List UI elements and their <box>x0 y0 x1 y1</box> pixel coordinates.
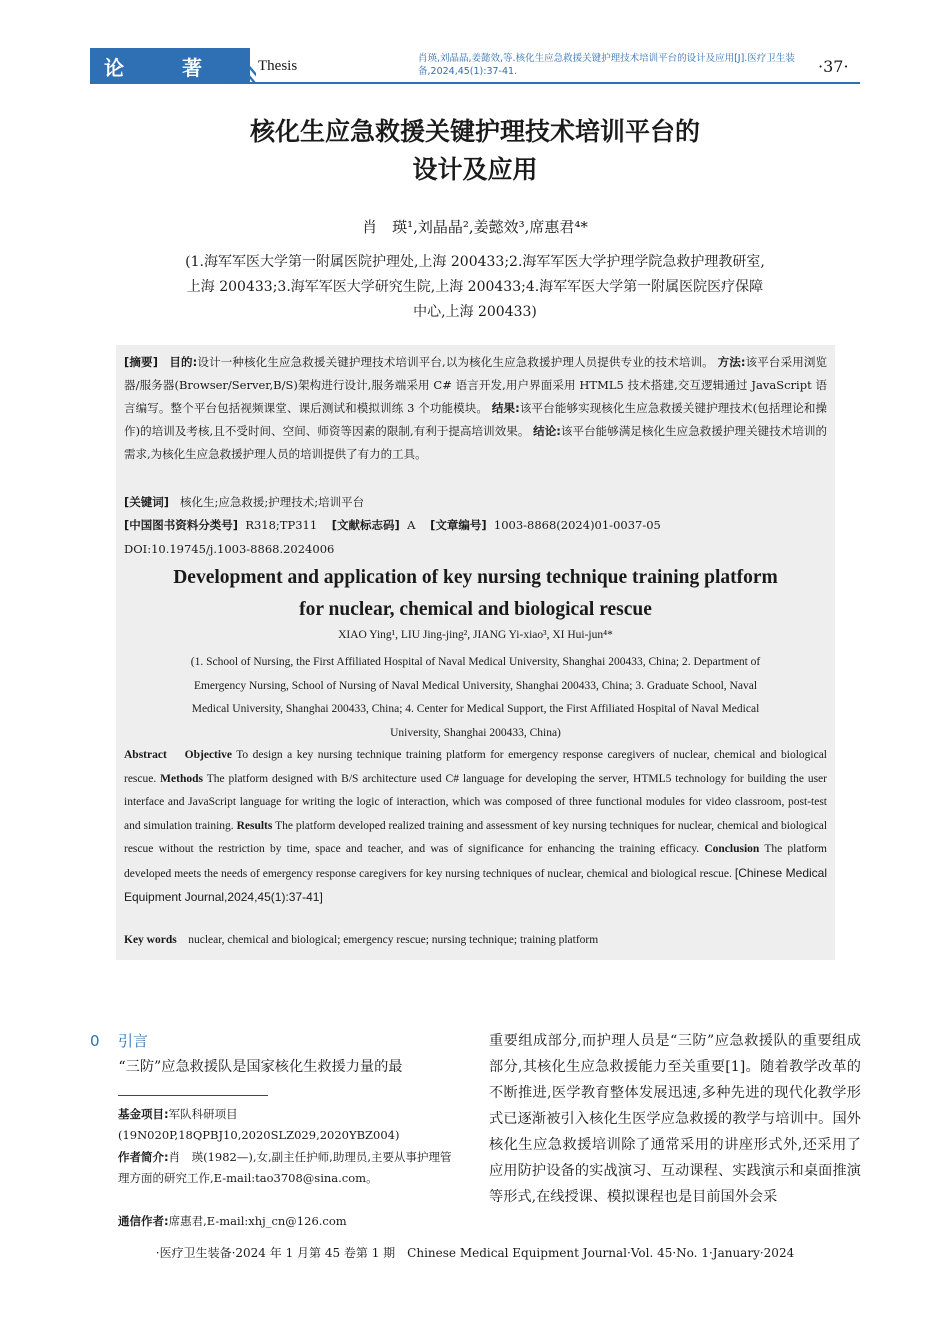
author-label: 作者简介: <box>118 1150 169 1164</box>
en-authors: XIAO Ying¹, LIU Jing-jing², JIANG Yi-xiao³, XI Hui-jun⁴* <box>338 629 613 641</box>
cn-methods: 该平台采用浏览器/服务器(Browser/Server,B/S)架构进行设计,服务端采用 C# 语言开发,用户界面采用 HTML5 技术搭建,交互逻辑通过 JavaScript 语言编写。整个平台包括视频课堂、课后测试和模拟训练 3 个功能模块。 <box>124 355 828 415</box>
en-title-line-2: for nuclear, chemical and biological rescue <box>299 599 652 620</box>
clc-label: [中国图书资料分类号] <box>124 518 239 532</box>
footnote-rule <box>118 1095 268 1096</box>
cn-conclusion: 该平台能够满足核化生应急救援护理关键技术培训的需求,为核化生应急救援护理人员的培训提供了有力的工具。 <box>124 424 828 461</box>
title-line-1: 核化生应急救援关键护理技术培训平台的 <box>249 117 700 146</box>
section-title: 引言 <box>118 1032 149 1050</box>
cn-abstract <box>124 351 827 466</box>
doc-label: [文献标志码] <box>331 518 400 532</box>
title-line-2: 设计及应用 <box>412 155 538 184</box>
article-value: 1003-8868(2024)01-0037-05 <box>493 518 661 532</box>
cn-methods-label: 方法: <box>717 355 746 369</box>
en-methods-label: Methods <box>160 772 203 785</box>
doi: DOI:10.19745/j.1003-8868.2024006 <box>124 542 335 556</box>
en-title-line-1: Development and application of key nursing technique training platform <box>173 567 778 588</box>
corr-text: 席惠君,E-mail:xhj_cn@126.com <box>168 1214 347 1228</box>
citation: 肖瑛,刘晶晶,姜懿效,等.核化生应急救援关键护理技术培训平台的设计及应用[J].医疗卫生装备,2024,45(1):37-41. <box>418 53 795 77</box>
affil-line-3: 中心,上海 200433) <box>413 304 537 320</box>
corr-label: 通信作者: <box>118 1214 169 1228</box>
en-methods: The platform designed with B/S architecture used C# language for developing the server, HTML5 technology for building the user interface and JavaScript language for writing the logic of interaction, which was composed of three functional modules for video classroom, post-test and simulation training. <box>124 772 827 832</box>
cn-keywords-text: 核化生;应急救援;护理技术;培训平台 <box>179 495 365 509</box>
en-affil-line-2: Emergency Nursing, School of Nursing of Naval Medical University, Shanghai 200433, China; 3. Graduate School, Naval <box>193 679 758 692</box>
cn-classification <box>124 515 661 535</box>
cn-keywords <box>124 492 364 512</box>
author-text: 肖 瑛(1982—),女,副主任护师,助理员,主要从事护理管理方面的研究工作,E-mail:tao3708@sina.com。 <box>118 1150 452 1185</box>
footnote-fund <box>118 1104 462 1146</box>
affil-line-1: (1.海军军医大学第一附属医院护理处,上海 200433;2.海军军医大学护理学院急救护理教研室, <box>185 254 765 270</box>
en-abstract-label: Abstract <box>124 749 167 761</box>
authors: 肖 瑛¹,刘晶晶²,姜懿效³,席惠君⁴* <box>362 218 588 236</box>
affil-line-2: 上海 200433;3.海军军医大学研究生院,上海 200433;4.海军军医大学第一附属医院医疗保障 <box>186 279 764 295</box>
en-results: The platform developed realized training and assessment of key nursing techniques for nuclear, chemical and biological rescue without the restriction by time, space and teacher, and was of significance for enhancing the training efficacy. <box>124 819 828 855</box>
en-affiliations <box>128 651 823 745</box>
doc-value: A <box>407 518 416 532</box>
page-footer: ·医疗卫生装备·2024 年 1 月第 45 卷第 1 期 Chinese Medical Equipment Journal·Vol. 45·No. 1·January·2024 <box>155 1246 795 1260</box>
footnote-author <box>118 1147 462 1189</box>
cn-objective: 设计一种核化生应急救援关键护理技术培训平台,以为核化生应急救援护理人员提供专业的技术培训。 <box>197 355 714 369</box>
en-journal-ref: [Chinese Medical Equipment Journal,2024,45(1):37-41] <box>124 865 827 904</box>
section-tag-char-2: 著 <box>182 56 202 80</box>
en-keywords <box>124 934 598 946</box>
en-conclusion-label: Conclusion <box>704 843 760 855</box>
section-number: 0 <box>90 1032 100 1050</box>
cn-abstract-label: [摘要] <box>124 355 158 369</box>
en-objective-label: Objective <box>184 749 232 761</box>
en-affil-line-1: (1. School of Nursing, the First Affiliated Hospital of Naval Medical University, Shanghai 200433, China; 2. Department of <box>190 656 761 668</box>
article-label: [文章编号] <box>430 518 487 532</box>
cn-objective-label: 目的: <box>169 355 198 369</box>
affiliations <box>130 250 820 325</box>
en-affil-line-4: University, Shanghai 200433, China) <box>390 726 561 739</box>
fund-label: 基金项目: <box>118 1107 169 1121</box>
section-label-en: Thesis <box>258 58 298 74</box>
en-objective: To design a key nursing technique training platform for emergency response caregivers of nuclear, chemical and biological rescue. <box>124 749 827 785</box>
en-keywords-label: Key words <box>124 934 177 946</box>
en-results-label: Results <box>236 819 273 832</box>
left-column <box>90 1030 462 1075</box>
cn-keywords-label: [关键词] <box>124 495 170 509</box>
page-number: ·37· <box>818 57 849 76</box>
stripe-decoration <box>212 48 256 82</box>
en-affil-line-3: Medical University, Shanghai 200433, China; 4. Center for Medical Support, the First Affiliated Hospital of Naval Medical <box>191 703 760 715</box>
intro-paragraph-start: “三防”应急救援队是国家核化生救援力量的最 <box>118 1059 403 1075</box>
cn-results: 该平台能够实现核化生应急救援关键护理技术(包括理论和操作)的培训及考核,且不受时间、空间、师资等因素的限制,有利于提高培训效果。 <box>124 401 828 438</box>
en-abstract <box>124 744 827 911</box>
abstract-box <box>116 345 835 960</box>
cn-results-label: 结果: <box>491 401 520 415</box>
intro-paragraph-continued: 重要组成部分,而护理人员是“三防”应急救援队的重要组成部分,其核化生应急救援能力至关重要[1]。随着教学改革的不断推进,医学教育整体发展迅速,多种先进的现代化教学形式已逐渐被引入核化生医学应急救援的教学与培训中。国外核化生应急救援培训除了通常采用的讲座形式外,还采用了应用防护设备的实战演习、互动课程、实践演示和桌面推演等形式,在线授课、模拟课程也是目前国外会采 <box>489 1033 861 1205</box>
en-conclusion: The platform developed meets the needs of emergency response caregivers for key nursing techniques of nuclear, chemical and biological rescue. <box>124 843 828 880</box>
fund-text: 军队科研项目(19N020P,18QPBJ10,2020SLZ029,2020YBZ004) <box>118 1107 400 1142</box>
en-keywords-text: nuclear, chemical and biological; emergency rescue; nursing technique; training platform <box>188 934 599 946</box>
clc-value: R318;TP311 <box>245 518 318 532</box>
footnote-corresponding <box>118 1211 462 1232</box>
section-heading <box>90 1030 462 1051</box>
cn-conclusion-label: 结论: <box>533 424 561 438</box>
header-rule <box>90 82 860 84</box>
section-tag-char-1: 论 <box>104 56 124 80</box>
